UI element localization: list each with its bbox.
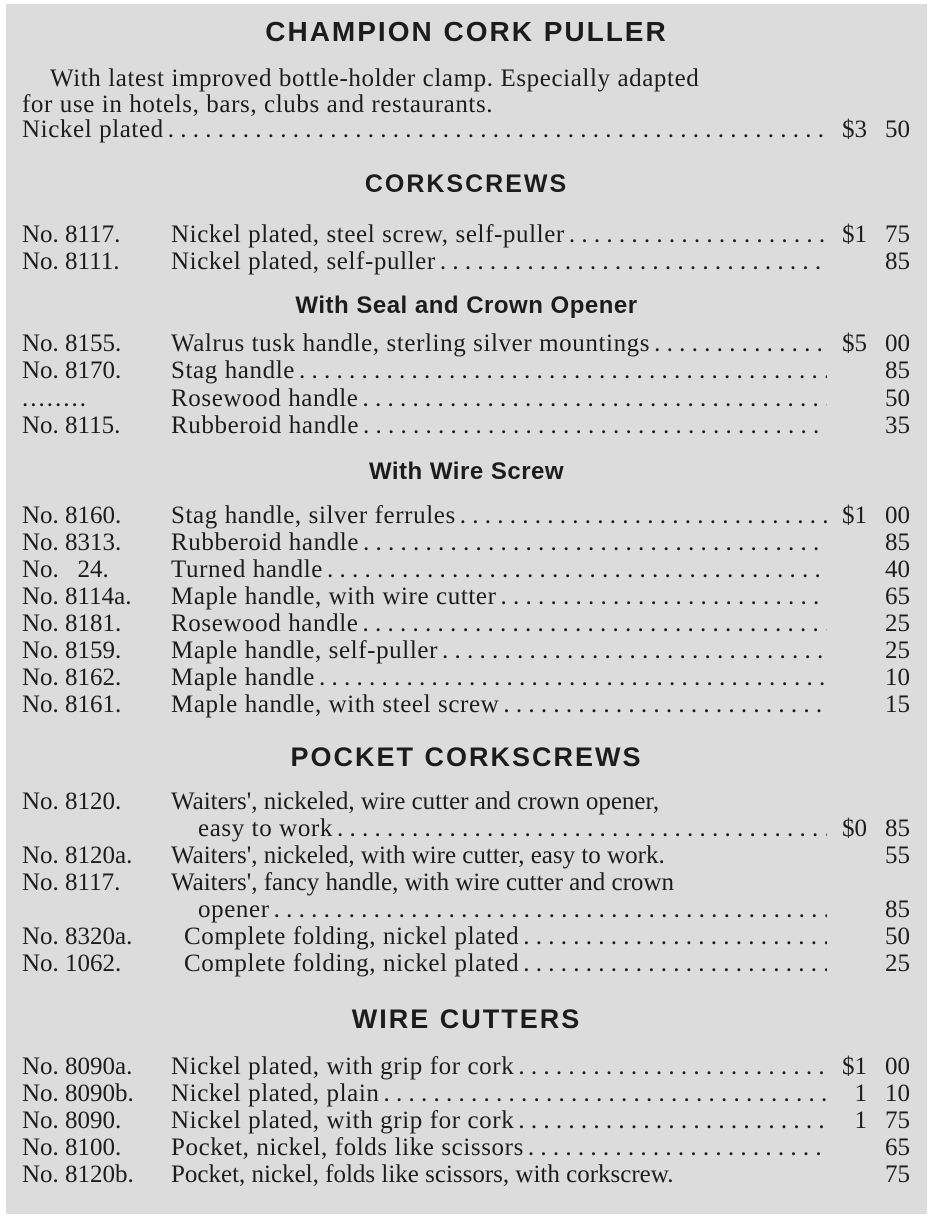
list-item-continued xyxy=(6,896,927,923)
list-item xyxy=(6,248,927,275)
leader-dots xyxy=(333,815,827,842)
list-item xyxy=(6,1161,927,1188)
item-cents: 10 xyxy=(885,1080,910,1107)
item-number: No. 8181. xyxy=(22,610,122,637)
item-desc: Nickel plated, self-puller xyxy=(171,248,436,275)
list-item xyxy=(6,950,927,977)
leader-dots xyxy=(519,923,827,950)
catalog-page xyxy=(6,4,927,1214)
leader-dots xyxy=(359,412,827,439)
item-desc: Pocket, nickel, folds like scissors xyxy=(171,1134,524,1161)
leader-dots xyxy=(358,385,827,412)
item-desc: Pocket, nickel, folds like scissors, with corkscrew. xyxy=(171,1161,674,1188)
leader-dots xyxy=(359,529,827,556)
list-item xyxy=(6,221,927,248)
list-item xyxy=(6,502,927,529)
item-cents: 10 xyxy=(885,664,910,691)
leader-dots xyxy=(164,116,827,143)
item-desc: Nickel plated xyxy=(22,116,164,143)
item-dollars: 1 xyxy=(854,1107,867,1134)
list-item-continued xyxy=(6,815,927,842)
item-cents: 25 xyxy=(885,637,910,664)
leader-dots xyxy=(270,896,827,923)
item-desc: Maple handle, self-puller xyxy=(171,637,438,664)
leader-dots xyxy=(499,691,827,718)
item-desc: Walrus tusk handle, sterling silver mountings xyxy=(171,330,651,357)
item-desc: Waiters', nickeled, with wire cutter, easy to work. xyxy=(171,842,665,869)
list-item xyxy=(6,1107,927,1134)
leader-dots xyxy=(358,610,827,637)
list-item xyxy=(6,330,927,357)
item-desc: opener xyxy=(198,896,270,923)
item-number: No. 8162. xyxy=(22,664,122,691)
section-title-wire-cutters: WIRE CUTTERS xyxy=(351,1004,582,1034)
list-item xyxy=(6,556,927,583)
intro-line-2: for use in hotels, bars, clubs and restaurants. xyxy=(22,91,494,118)
item-dollars: $1 xyxy=(842,1053,867,1080)
item-desc: Stag handle, silver ferrules xyxy=(171,502,456,529)
item-dollars: $0 xyxy=(842,815,867,842)
leader-dots xyxy=(323,556,827,583)
list-item xyxy=(6,1053,927,1080)
item-desc: Nickel plated, steel screw, self-puller xyxy=(171,221,565,248)
item-desc: Nickel plated, with grip for cork xyxy=(171,1107,515,1134)
item-number: No. 1062. xyxy=(22,950,122,977)
item-desc: Rosewood handle xyxy=(171,610,359,637)
leader-dots xyxy=(315,664,827,691)
item-number: No. 24. xyxy=(22,556,109,583)
list-item xyxy=(6,610,927,637)
item-number: No. 8117. xyxy=(22,221,121,248)
item-number: No. 8313. xyxy=(22,529,122,556)
item-cents: 65 xyxy=(885,583,910,610)
item-cents: 85 xyxy=(885,815,910,842)
item-desc: Complete folding, nickel plated xyxy=(184,923,520,950)
subsection-title-wire-screw: With Wire Screw xyxy=(368,458,565,485)
leader-dots xyxy=(456,502,827,529)
item-number: No. 8159. xyxy=(22,637,122,664)
item-desc: Waiters', nickeled, wire cutter and crown opener, xyxy=(171,788,660,815)
item-desc: Stag handle xyxy=(171,357,295,384)
item-number: No. 8160. xyxy=(22,502,122,529)
item-number: No. 8117. xyxy=(22,869,121,896)
item-desc: Rosewood handle xyxy=(171,385,359,412)
list-item xyxy=(6,1080,927,1107)
item-dollars: 1 xyxy=(854,1080,867,1107)
item-cents: 00 xyxy=(885,502,910,529)
item-cents: 85 xyxy=(885,357,910,384)
list-item xyxy=(6,529,927,556)
list-item xyxy=(6,385,927,412)
item-desc: Complete folding, nickel plated xyxy=(184,950,520,977)
section-title-champion: CHAMPION CORK PULLER xyxy=(265,16,668,47)
list-item xyxy=(6,923,927,950)
item-desc: Nickel plated, plain xyxy=(171,1080,380,1107)
item-cents: 75 xyxy=(885,1161,910,1188)
list-item xyxy=(6,583,927,610)
item-number: No. 8100. xyxy=(22,1134,122,1161)
intro-line-1: With latest improved bottle-holder clamp. Especially adapted xyxy=(50,65,700,92)
item-number: No. 8090a. xyxy=(22,1053,133,1080)
list-item xyxy=(6,1134,927,1161)
list-item xyxy=(6,788,927,815)
item-number: No. 8114a. xyxy=(22,583,132,610)
item-cents: 35 xyxy=(885,412,910,439)
item-desc: easy to work xyxy=(198,815,333,842)
item-desc: Rubberoid handle xyxy=(171,412,360,439)
item-cents: 85 xyxy=(885,529,910,556)
leader-dots xyxy=(436,248,827,275)
item-dollars: $1 xyxy=(842,221,867,248)
subsection-title-seal-crown: With Seal and Crown Opener xyxy=(295,292,638,319)
item-number: No. 8090b. xyxy=(22,1080,134,1107)
list-item xyxy=(6,357,927,384)
item-cents: 15 xyxy=(885,691,910,718)
item-cents: 85 xyxy=(885,248,910,275)
leader-dots xyxy=(497,583,827,610)
item-cents: 50 xyxy=(885,116,910,143)
item-desc: Nickel plated, with grip for cork xyxy=(171,1053,515,1080)
leader-dots xyxy=(514,1053,827,1080)
item-desc: Maple handle, with steel screw xyxy=(171,691,500,718)
leader-dots xyxy=(438,637,827,664)
item-dollars: $5 xyxy=(842,330,867,357)
item-number: No. 8120. xyxy=(22,788,122,815)
list-item xyxy=(6,412,927,439)
item-dollars: $1 xyxy=(842,502,867,529)
item-number: No. 8161. xyxy=(22,691,122,718)
section-title-pocket-corkscrews: POCKET CORKSCREWS xyxy=(290,742,643,772)
item-number: No. 8155. xyxy=(22,330,122,357)
leader-dots xyxy=(295,357,827,384)
leader-dots xyxy=(519,950,827,977)
list-item xyxy=(6,116,927,143)
item-cents: 00 xyxy=(885,1053,910,1080)
list-item xyxy=(6,869,927,896)
item-number: No. 8115. xyxy=(22,412,121,439)
item-number: No. 8090. xyxy=(22,1107,122,1134)
item-number: No. 8120a. xyxy=(22,842,133,869)
list-item xyxy=(6,664,927,691)
item-desc: Turned handle xyxy=(171,556,324,583)
item-dollars: $3 xyxy=(842,116,867,143)
item-cents: 50 xyxy=(885,923,910,950)
item-cents: 65 xyxy=(885,1134,910,1161)
item-number: No. 8111. xyxy=(22,248,120,275)
item-desc: Waiters', fancy handle, with wire cutter and crown xyxy=(171,869,674,896)
leader-dots xyxy=(650,330,827,357)
list-item xyxy=(6,637,927,664)
list-item xyxy=(6,691,927,718)
leader-dots xyxy=(379,1080,827,1107)
item-number: No. 8320a. xyxy=(22,923,133,950)
item-cents: 85 xyxy=(885,896,910,923)
section-title-corkscrews: CORKSCREWS xyxy=(364,170,569,198)
item-cents: 75 xyxy=(885,221,910,248)
item-cents: 75 xyxy=(885,1107,910,1134)
item-cents: 00 xyxy=(885,330,910,357)
item-desc: Maple handle xyxy=(171,664,315,691)
item-cents: 25 xyxy=(885,610,910,637)
leader-dots xyxy=(524,1134,827,1161)
item-number: No. 8120b. xyxy=(22,1161,134,1188)
item-cents: 25 xyxy=(885,950,910,977)
list-item xyxy=(6,842,927,869)
item-number: ........ xyxy=(22,385,88,412)
leader-dots xyxy=(565,221,827,248)
leader-dots xyxy=(514,1107,827,1134)
item-desc: Rubberoid handle xyxy=(171,529,360,556)
item-cents: 50 xyxy=(885,385,910,412)
item-cents: 40 xyxy=(885,556,910,583)
item-desc: Maple handle, with wire cutter xyxy=(171,583,497,610)
item-cents: 55 xyxy=(885,842,910,869)
item-number: No. 8170. xyxy=(22,357,122,384)
